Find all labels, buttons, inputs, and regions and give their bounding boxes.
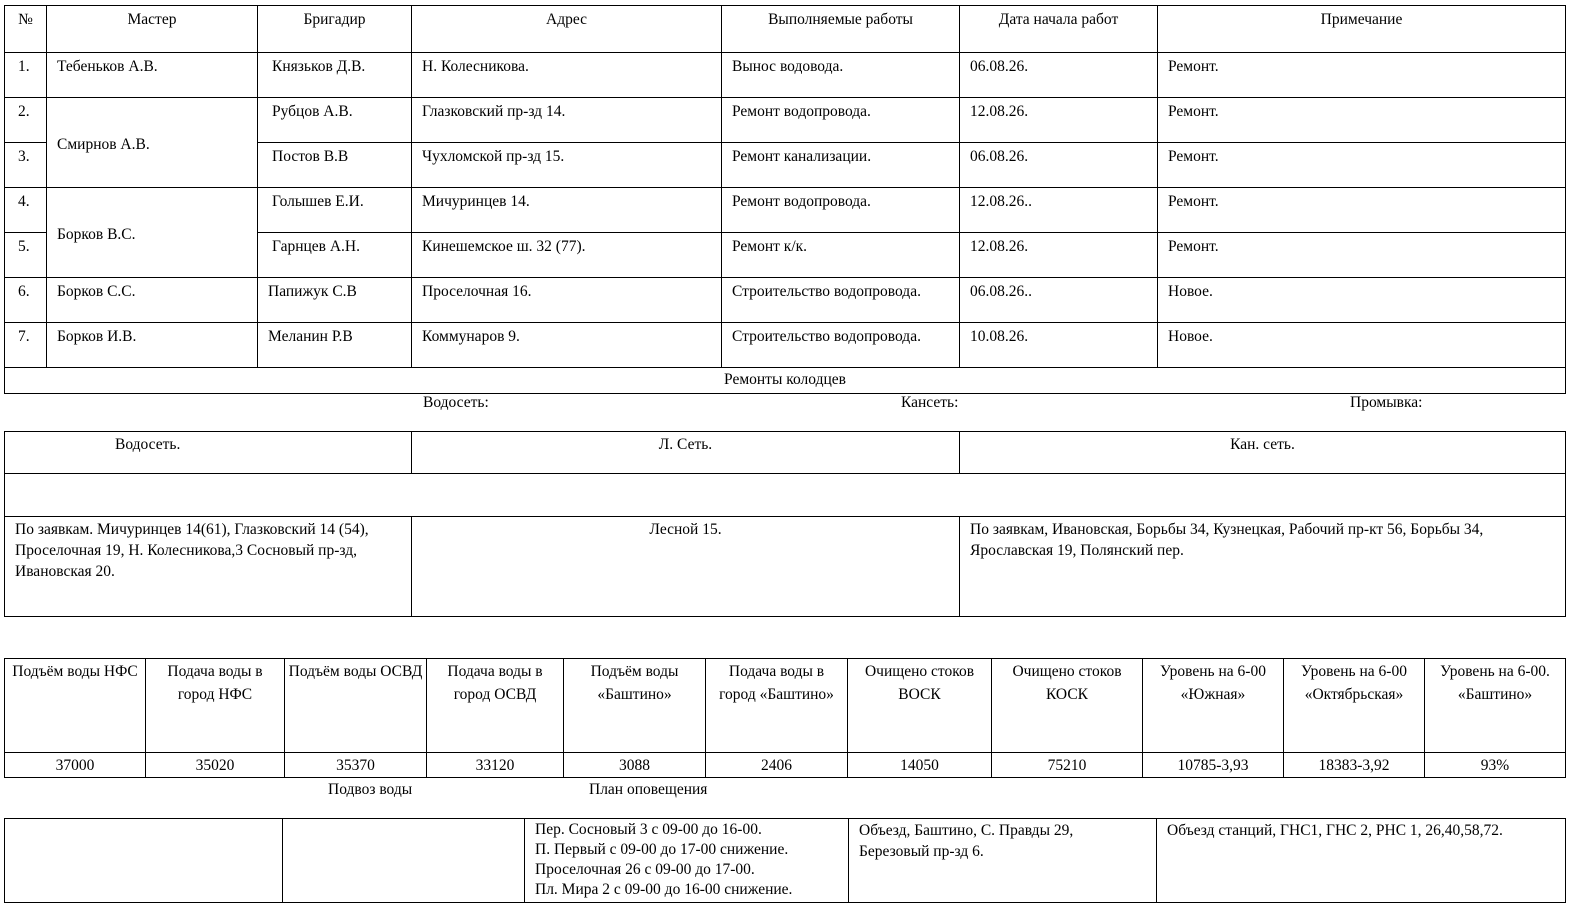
header-sewer-network: Кан. сеть.: [960, 432, 1566, 474]
row-brigadier: Папижук С.В: [258, 278, 412, 323]
header-water-network: Водосеть.: [5, 432, 412, 474]
row-master: Борков В.С.: [47, 188, 258, 278]
value-vosk: 14050: [848, 753, 992, 778]
value-level-bashtino: 93%: [1425, 753, 1566, 778]
header-nfs-lift: Подъём воды НФС: [5, 659, 146, 753]
water-delivery-label: Подвоз воды: [328, 781, 413, 798]
header-work: Выполняемые работы: [722, 6, 960, 53]
row-work: Ремонт водопровода.: [722, 98, 960, 143]
bottom-cell-empty-2: [283, 819, 525, 903]
row-address: Кинешемское ш. 32 (77).: [412, 233, 722, 278]
value-osvd-supply: 33120: [427, 753, 564, 778]
header-master: Мастер: [47, 6, 258, 53]
networks-data-row: [5, 517, 1566, 617]
row-address: Коммунаров 9.: [412, 323, 722, 368]
row-date: 06.08.26.: [960, 53, 1158, 98]
row-address: Чухломской пр-зд 15.: [412, 143, 722, 188]
row-brigadier: Князьков Д.В.: [258, 53, 412, 98]
value-nfs-supply: 35020: [146, 753, 285, 778]
row-date: 06.08.26.: [960, 143, 1158, 188]
row-work: Строительство водопровода.: [722, 323, 960, 368]
networks-header-row: [5, 432, 1566, 474]
row-address: Глазковский пр-зд 14.: [412, 98, 722, 143]
row-num: 7.: [5, 323, 47, 368]
bottom-cell-empty-1: [5, 819, 283, 903]
row-date: 12.08.26.: [960, 98, 1158, 143]
header-level-bashtino: Уровень на 6-00. «Баштино»: [1425, 659, 1566, 753]
row-note: Новое.: [1158, 323, 1566, 368]
row-num: 6.: [5, 278, 47, 323]
main-table: [4, 5, 1566, 394]
value-osvd-lift: 35370: [285, 753, 427, 778]
header-num: №: [5, 6, 47, 53]
row-work: Ремонт водопровода.: [722, 188, 960, 233]
row-date: 12.08.26..: [960, 188, 1158, 233]
header-bashtino-lift: Подъём воды «Баштино»: [564, 659, 706, 753]
row-num: 4.: [5, 188, 47, 233]
l-network-addresses: Лесной 15.: [412, 517, 960, 617]
header-osvd-supply: Подача воды в город ОСВД: [427, 659, 564, 753]
row-brigadier: Гарнцев А.Н.: [258, 233, 412, 278]
value-level-october: 18383-3,92: [1284, 753, 1425, 778]
wells-water-label: Водосеть:: [423, 394, 489, 411]
row-address: Проселочная 16.: [412, 278, 722, 323]
row-address: Мичуринцев 14.: [412, 188, 722, 233]
wells-flush-label: Промывка:: [1350, 394, 1423, 411]
header-brigadier: Бригадир: [258, 6, 412, 53]
table-row: [5, 188, 1566, 233]
row-num: 2.: [5, 98, 47, 143]
row-brigadier: Меланин Р.В: [258, 323, 412, 368]
value-level-south: 10785-3,93: [1143, 753, 1284, 778]
header-osvd-lift: Подъём воды ОСВД: [285, 659, 427, 753]
table-row: [5, 278, 1566, 323]
bottom-table: [4, 818, 1566, 903]
row-note: Новое.: [1158, 278, 1566, 323]
row-num: 5.: [5, 233, 47, 278]
header-date: Дата начала работ: [960, 6, 1158, 53]
row-note: Ремонт.: [1158, 233, 1566, 278]
value-bashtino-lift: 3088: [564, 753, 706, 778]
row-note: Ремонт.: [1158, 143, 1566, 188]
row-work: Ремонт к/к.: [722, 233, 960, 278]
row-note: Ремонт.: [1158, 53, 1566, 98]
wells-sewer-label: Кансеть:: [901, 394, 959, 411]
wells-repair-title: Ремонты колодцев: [5, 368, 1566, 394]
header-l-network: Л. Сеть.: [412, 432, 960, 474]
value-kosk: 75210: [992, 753, 1143, 778]
water-supply-table: [4, 658, 1566, 778]
main-table-header-row: [5, 6, 1566, 53]
row-brigadier: Голышев Е.И.: [258, 188, 412, 233]
row-date: 06.08.26..: [960, 278, 1158, 323]
notification-plan-label: План оповещения: [589, 781, 708, 798]
bottom-row: [5, 819, 1566, 903]
row-note: Ремонт.: [1158, 98, 1566, 143]
header-bashtino-supply: Подача воды в город «Баштино»: [706, 659, 848, 753]
value-nfs-lift: 37000: [5, 753, 146, 778]
row-address: Н. Колесникова.: [412, 53, 722, 98]
header-kosk: Очищено стоков КОСК: [992, 659, 1143, 753]
row-date: 10.08.26.: [960, 323, 1158, 368]
row-master: Тебеньков А.В.: [47, 53, 258, 98]
row-master: Борков С.С.: [47, 278, 258, 323]
water-delivery-schedule: Пер. Сосновый 3 с 09-00 до 16-00. П. Первый с 09-00 до 17-00 снижение. Проселочная 26 с 09-00 до 17-00. Пл. Мира 2 с 09-00 до 16-00 снижение.: [525, 819, 849, 903]
table-row: [5, 98, 1566, 143]
networks-table: [4, 431, 1566, 617]
row-work: Ремонт канализации.: [722, 143, 960, 188]
row-work: Строительство водопровода.: [722, 278, 960, 323]
sewer-network-addresses: По заявкам, Ивановская, Борьбы 34, Кузнецкая, Рабочий пр-кт 56, Борьбы 34, Ярославская 19, Полянский пер.: [960, 517, 1566, 617]
row-date: 12.08.26.: [960, 233, 1158, 278]
row-num: 3.: [5, 143, 47, 188]
header-level-october: Уровень на 6-00 «Октябрьская»: [1284, 659, 1425, 753]
water-supply-values-row: [5, 753, 1566, 778]
empty-cell: [5, 474, 1566, 517]
row-brigadier: Рубцов А.В.: [258, 98, 412, 143]
row-brigadier: Постов В.В: [258, 143, 412, 188]
row-num: 1.: [5, 53, 47, 98]
water-network-addresses: По заявкам. Мичуринцев 14(61), Глазковский 14 (54), Проселочная 19, Н. Колесникова,3 Сосновый пр-зд, Ивановская 20.: [5, 517, 412, 617]
header-level-south: Уровень на 6-00 «Южная»: [1143, 659, 1284, 753]
header-address: Адрес: [412, 6, 722, 53]
header-nfs-supply: Подача воды в город НФС: [146, 659, 285, 753]
header-note: Примечание: [1158, 6, 1566, 53]
value-bashtino-supply: 2406: [706, 753, 848, 778]
main-table-footer-row: [5, 368, 1566, 394]
networks-empty-row: [5, 474, 1566, 517]
stations-route: Объезд станций, ГНС1, ГНС 2, РНС 1, 26,40,58,72.: [1157, 819, 1566, 903]
row-master: Борков И.В.: [47, 323, 258, 368]
row-master: Смирнов А.В.: [47, 98, 258, 188]
notification-route: Объезд, Баштино, С. Правды 29, Березовый пр-зд 6.: [849, 819, 1157, 903]
water-supply-header-row: [5, 659, 1566, 753]
table-row: [5, 53, 1566, 98]
row-note: Ремонт.: [1158, 188, 1566, 233]
header-vosk: Очищено стоков ВОСК: [848, 659, 992, 753]
row-work: Вынос водовода.: [722, 53, 960, 98]
table-row: [5, 323, 1566, 368]
